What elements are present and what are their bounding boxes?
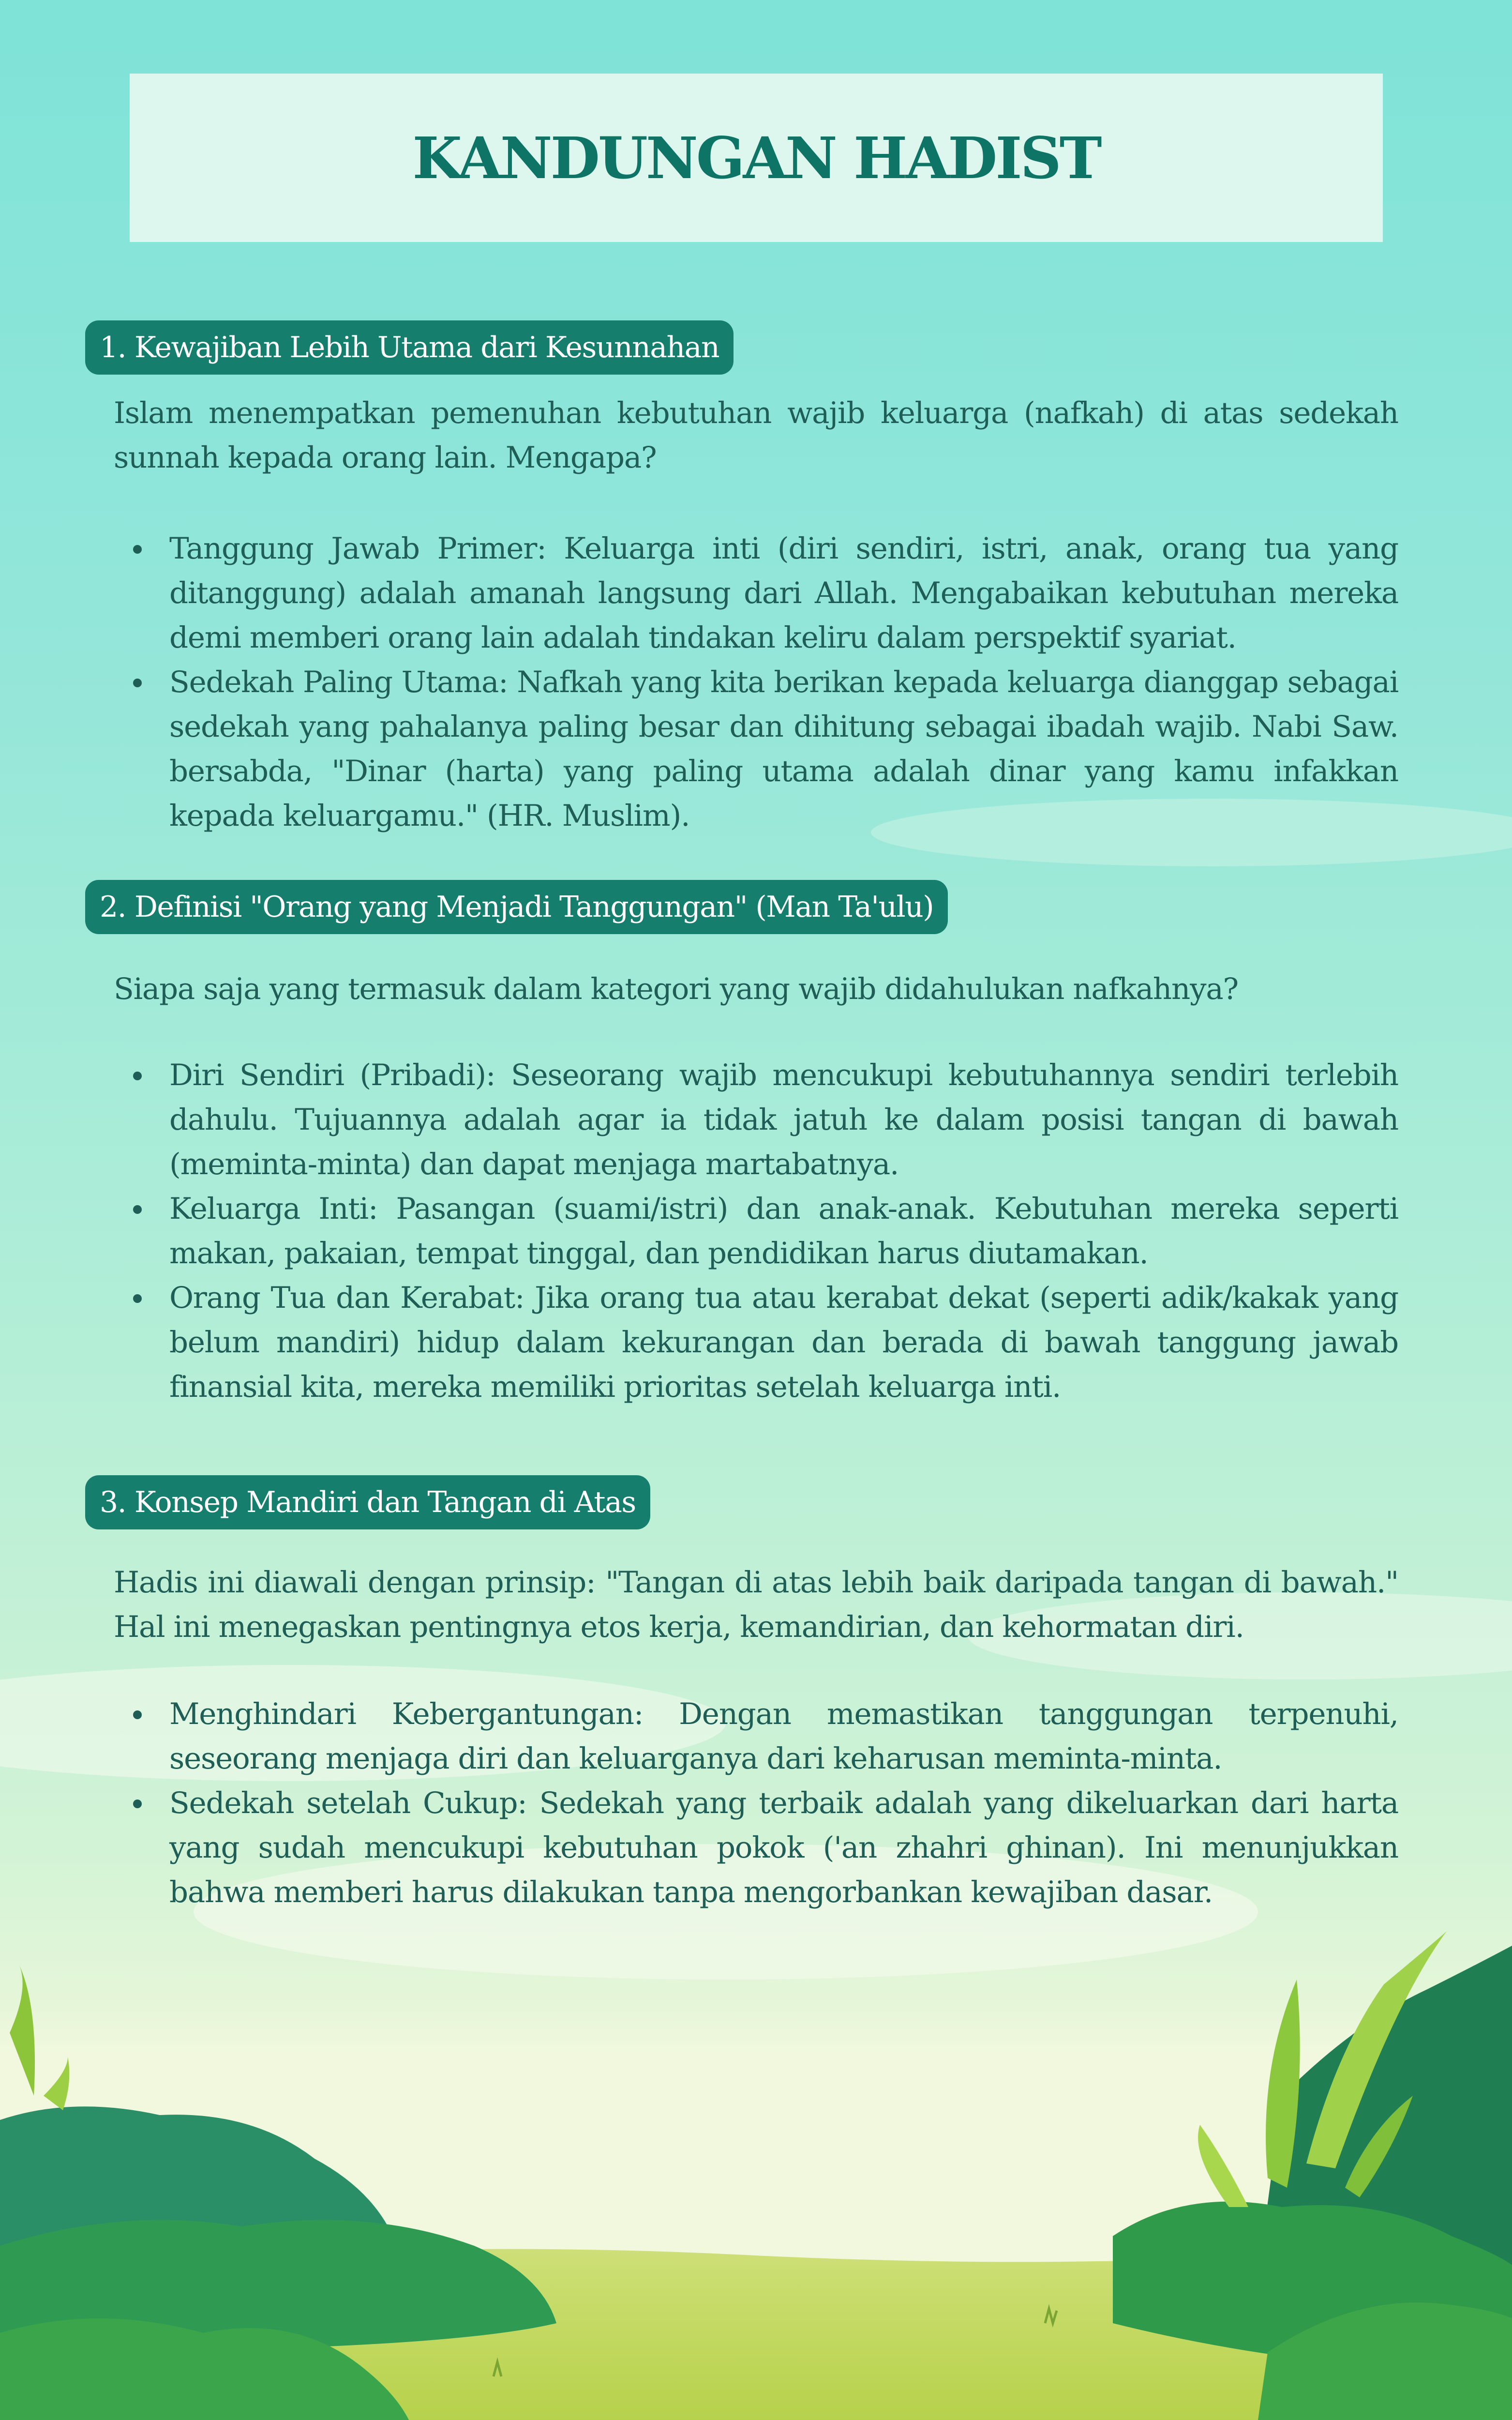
list-item-text: Tanggung Jawab Primer: Keluarga inti (diri sendiri, istri, anak, orang tua yang ditanggung) adalah amanah langsung dari Allah. Mengabaikan kebutuhan mereka demi memberi orang lain adalah tindakan keliru dalam perspektif syariat. xyxy=(169,531,1398,655)
list-item xyxy=(114,1781,1398,1915)
list-item-text: Keluarga Inti: Pasangan (suami/istri) dan anak-anak. Kebutuhan mereka seperti makan, pakaian, tempat tinggal, dan pendidikan harus diutamakan. xyxy=(169,1192,1398,1270)
section-3-heading: 3. Konsep Mandiri dan Tangan di Atas xyxy=(85,1475,650,1529)
title-banner xyxy=(130,74,1383,242)
bullet-icon xyxy=(133,1072,142,1080)
section-3-list xyxy=(114,1692,1398,1915)
section-1-intro: Islam menempatkan pemenuhan kebutuhan wajib keluarga (nafkah) di atas sedekah sunnah kepada orang lain. Mengapa? xyxy=(114,396,1398,475)
list-item-text: Orang Tua dan Kerabat: Jika orang tua atau kerabat dekat (seperti adik/kakak yang belum mandiri) hidup dalam kekurangan dan berada di bawah tanggung jawab finansial kita, mereka memiliki prioritas setelah keluarga inti. xyxy=(169,1281,1398,1404)
list-item xyxy=(114,1053,1398,1187)
bullet-icon xyxy=(133,545,142,554)
left-grass-blade xyxy=(44,2057,69,2110)
list-item-text: Menghindari Kebergantungan: Dengan memastikan tanggungan terpenuhi, seseorang menjaga diri dan keluarganya dari keharusan meminta-minta. xyxy=(169,1697,1398,1776)
list-item-text: Sedekah Paling Utama: Nafkah yang kita berikan kepada keluarga dianggap sebagai sedekah yang pahalanya paling besar dan dihitung sebagai ibadah wajib. Nabi Saw. bersabda, "Dinar (harta) yang paling utama adalah dinar yang kamu infakkan kepada keluargamu." (HR. Muslim). xyxy=(169,665,1398,833)
bullet-icon xyxy=(133,679,142,687)
section-1-heading: 1. Kewajiban Lebih Utama dari Kesunnahan xyxy=(85,320,734,375)
left-grass-blade xyxy=(10,1965,35,2096)
list-item xyxy=(114,527,1398,660)
section-2-heading: 2. Definisi "Orang yang Menjadi Tanggungan" (Man Ta'ulu) xyxy=(85,880,948,934)
list-item xyxy=(114,1276,1398,1409)
list-item xyxy=(114,1187,1398,1276)
section-2-intro: Siapa saja yang termasuk dalam kategori yang wajib didahulukan nafkahnya? xyxy=(114,972,1239,1006)
bullet-icon xyxy=(133,1710,142,1719)
page-title: KANDUNGAN HADIST xyxy=(412,124,1100,192)
bullet-icon xyxy=(133,1205,142,1214)
list-item xyxy=(114,1692,1398,1781)
section-3-intro: Hadis ini diawali dengan prinsip: "Tangan di atas lebih baik daripada tangan di bawah." Hal ini menegaskan pentingnya etos kerja, kemandirian, dan kehormatan diri. xyxy=(114,1565,1398,1644)
bullet-icon xyxy=(133,1294,142,1303)
list-item-text: Diri Sendiri (Pribadi): Seseorang wajib mencukupi kebutuhannya sendiri terlebih dahulu. Tujuannya adalah agar ia tidak jatuh ke dalam posisi tangan di bawah (meminta-minta) dan dapat menjaga martabatnya. xyxy=(169,1058,1398,1181)
section-2-list xyxy=(114,1053,1398,1409)
section-1-list xyxy=(114,527,1398,838)
list-item-text: Sedekah setelah Cukup: Sedekah yang terbaik adalah yang dikeluarkan dari harta yang sudah mencukupi kebutuhan pokok ('an zhahri ghinan). Ini menunjukkan bahwa memberi harus dilakukan tanpa mengorbankan kewajiban dasar. xyxy=(169,1786,1398,1909)
bullet-icon xyxy=(133,1800,142,1808)
right-plant-leaf xyxy=(1198,2125,1248,2207)
list-item xyxy=(114,660,1398,838)
